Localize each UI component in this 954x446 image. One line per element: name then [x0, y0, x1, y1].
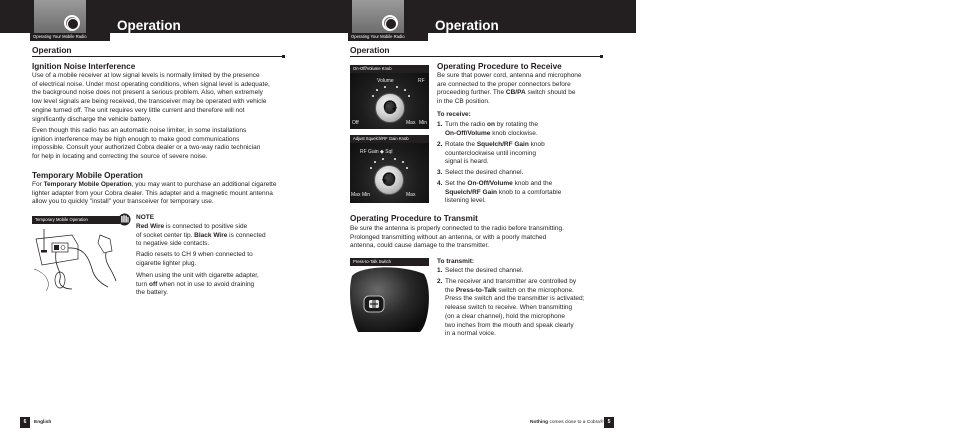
receive-text: knob to a comfortable	[497, 188, 562, 196]
transmit-step-2	[445, 278, 615, 339]
receive-text: Be sure that power cord, antenna and microphone are connected to the proper connectors before proceeding further. The	[437, 72, 582, 97]
transmit-paragraph: Be sure the antenna is properly connected to the radio before transmitting. Prolonged transmitting without an antenna, or with a poorly matched antenna, could cause damage to the transmitter.	[350, 225, 564, 250]
note-text: when not in use to avoid draining	[157, 280, 255, 288]
transmit-subheading: To transmit:	[437, 258, 475, 265]
note-paragraph-2: Radio resets to CH 9 when connected to cigarette lighter plug.	[136, 251, 253, 267]
page-title: Operation	[435, 18, 499, 33]
page-number: 6	[20, 417, 30, 428]
volume-knob-photo	[350, 73, 429, 129]
section-header: Operation	[350, 45, 602, 57]
receive-onoff-volume: On-Off/Volume	[445, 129, 491, 137]
transmit-step-number: 1.	[437, 267, 443, 274]
left-page	[0, 0, 318, 446]
note-text: turn	[136, 280, 150, 288]
footer-language: English	[34, 420, 52, 425]
receive-squelch: Squelch/RF Gain	[445, 188, 498, 196]
note-off: off	[149, 280, 158, 288]
press-to-talk-photo	[350, 266, 429, 332]
transmit-text: the	[445, 286, 456, 294]
page-number: 5	[604, 417, 614, 428]
receive-step-number: 4.	[437, 180, 443, 187]
note-title: NOTE	[136, 214, 155, 221]
receive-step-2	[445, 141, 605, 167]
footer-slogan-bold: Nothing	[530, 420, 549, 425]
receive-text: Rotate the	[445, 141, 477, 148]
footer-slogan-text: comes close to a Cobra®	[548, 420, 604, 425]
note-hand-icon	[118, 213, 131, 226]
receive-squelch: Squelch/RF Gain	[476, 141, 529, 148]
note-text: to negative side contacts.	[136, 240, 210, 248]
ignition-paragraph-2: Even though this radio has an automatic noise limiter, in some installations ignition interference may be high enough to make good communications impossible. Consult your authorized Cobra dealer or a two-way radio technician for help in locating and correcting the source of severe noise.	[32, 127, 261, 161]
receive-text: counterclockwise until incoming signal is heard.	[445, 149, 537, 166]
note-text: is connected to positive side	[164, 223, 248, 230]
knob-min-label: Min	[419, 120, 428, 126]
footer-slogan	[530, 420, 603, 426]
note-text: When using the unit with cigarette adapter,	[136, 272, 259, 279]
ptt-figure-label: Press-to-Talk Switch	[350, 258, 429, 266]
transmit-text: The receiver and transmitter are controlled by	[445, 278, 577, 285]
transmit-step-number: 2.	[437, 278, 443, 285]
transmit-press-to-talk: Press-to-Talk	[455, 286, 497, 294]
receive-text: Set the	[445, 180, 468, 187]
receive-heading: Operating Procedure to Receive	[437, 62, 562, 71]
squelch-figure-label: Adjust Squelch/RF Gain Knob	[350, 135, 429, 143]
receive-subheading: To receive:	[437, 111, 471, 118]
note-paragraph-1	[136, 223, 306, 249]
knob-rfgain-sql-label: RF Gain ◆ Sql	[360, 149, 393, 155]
receive-onoff-volume: On-Off/Volume	[467, 180, 513, 187]
temporary-paragraph	[32, 181, 292, 207]
clockwise-arrow-icon	[382, 99, 398, 115]
note-text: of socket center tip.	[136, 231, 195, 239]
note-black-wire: Black Wire	[194, 231, 228, 239]
receive-cbpa: CB/PA	[505, 89, 526, 97]
temporary-text-bold: Temporary Mobile Operation	[43, 181, 132, 188]
transmit-text: switch on the microphone.	[496, 286, 574, 294]
receive-paragraph	[437, 72, 607, 107]
figure-label: Temporary Mobile Operation	[32, 216, 120, 224]
ignition-paragraph-1: Use of a mobile receiver at low signal levels is normally limited by the presence of electrical noise. Under most operating conditions, when signal level is adequate, the background noise does not present a serious problem. Also, when extremely low level signals are being received, the transceiver may be operated with vehicle engine turned off. The unit requires very little current and therefore will not significantly discharge the vehicle battery.	[32, 72, 270, 123]
receive-text: by rotating the	[494, 121, 538, 128]
header-strip-text: Operating Your Mobile Radio	[351, 34, 405, 39]
knob-min-label: Min	[362, 192, 371, 198]
header-circle-icon	[64, 15, 80, 31]
section-header: Operation	[32, 45, 284, 57]
note-red-wire: Red Wire	[136, 223, 165, 230]
temporary-mobile-illustration	[32, 225, 120, 295]
note-text: is connected	[227, 231, 266, 239]
knob-max-label-right: Max	[406, 192, 416, 198]
temporary-text-b: , you may want to purchase an additional cigarette lighter adapter from your Cobra dealer. This adapter and a magnetic mount antenna allow you to quickly "install" your transceiver for temporary use.	[32, 181, 277, 206]
header-strip-text: Operating Your Mobile Radio	[33, 34, 87, 39]
receive-text: Turn the radio	[445, 121, 488, 128]
receive-text: knob	[528, 141, 545, 148]
knob-volume-label: Volume	[377, 78, 394, 84]
knob-rf-label: RF	[418, 78, 425, 84]
receive-step-number: 1.	[437, 121, 443, 128]
receive-step-number: 2.	[437, 141, 443, 148]
receive-step-number: 3.	[437, 169, 443, 176]
note-text: the battery.	[136, 289, 169, 297]
header-circle-icon	[382, 15, 398, 31]
receive-text: knob clockwise.	[490, 129, 538, 137]
note-paragraph-3	[136, 272, 306, 298]
receive-step-1	[445, 121, 605, 138]
knob-max-label: Max	[406, 120, 416, 126]
transmit-text: Press the switch and the transmitter is activated; release switch to receive. When transmitting (on a clear channel), hold the microphone two inches from the mouth and speak clearly in a normal voice.	[445, 295, 585, 338]
receive-text: switch should be in the CB position.	[437, 89, 576, 106]
transmit-step-1: Select the desired channel.	[445, 267, 524, 274]
receive-on: on	[487, 121, 495, 128]
knob-max-label: Max	[351, 192, 361, 198]
squelch-knob-photo	[350, 143, 429, 203]
temporary-heading: Temporary Mobile Operation	[32, 171, 143, 180]
transmit-heading: Operating Procedure to Transmit	[350, 214, 478, 223]
temporary-text-a: For	[32, 181, 44, 188]
receive-text: knob and the	[512, 180, 553, 187]
counterclockwise-arrow-icon	[381, 171, 397, 187]
receive-step-3: Select the desired channel.	[445, 169, 524, 176]
receive-step-4	[445, 180, 605, 206]
receive-text: listening level.	[445, 197, 486, 205]
knob-off-label: Off	[352, 120, 359, 126]
ignition-heading: Ignition Noise Interference	[32, 62, 136, 71]
volume-figure-label: On-Off/Volume Knob	[350, 65, 429, 73]
page-title: Operation	[117, 18, 181, 33]
